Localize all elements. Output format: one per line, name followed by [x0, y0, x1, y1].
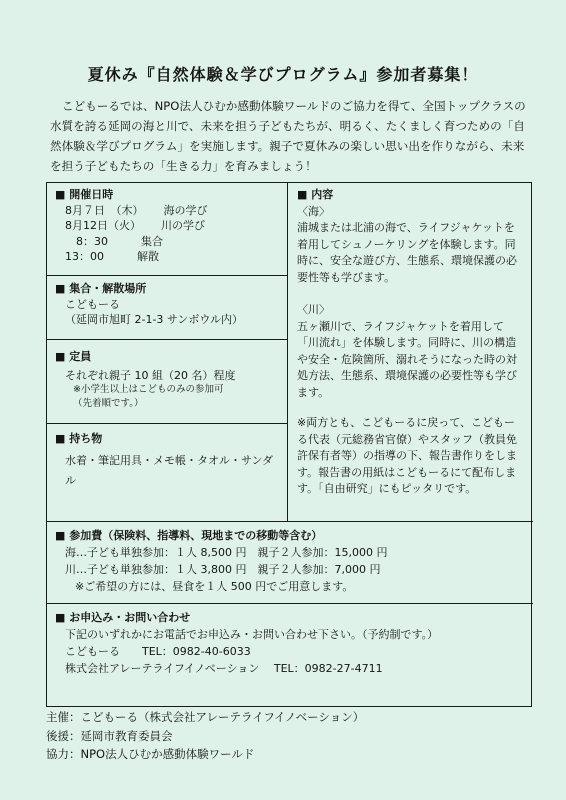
fee-lunch-note: ※ご希望の方には、昼食を１人 500 円でご用意します。 [75, 580, 354, 593]
divider [47, 603, 533, 604]
schedule-row: 13：00 解散 [65, 250, 159, 263]
meeting-heading: ■ 集合・解散場所 [55, 281, 283, 297]
contact-text: 下記のいずれかにお電話でお申込み・お問い合わせ下さい。（予約制です。） [65, 628, 439, 641]
intro-text: こどもーるでは、NPO法人ひむか感動体験ワールドのご協力を得て、全国トップクラスの水質を誇る延岡の海と川で、未来を担う子どもたちが、明るく、たくましく育つための「自然体験＆学びプログラム」を実施します。親子で夏休みの楽しい思い出を作りながら、未来を担う子どもたちの「生きる力」を育みましょう！ [50, 99, 526, 173]
divider [47, 423, 287, 424]
contact-heading: ■ お申込み・お問い合わせ [55, 609, 525, 626]
capacity-section [55, 349, 283, 411]
belongings-heading: ■ 持ち物 [55, 431, 279, 447]
column-divider [287, 183, 288, 521]
credit-support: 後援：延岡市教育委員会 [46, 728, 173, 743]
sea-text: 浦城または北浦の海で、ライフジャケットを着用してシュノーケリングを体験します。同時に、安全な遊び方、生態系、環境保護の必要性等も学びます。 [297, 221, 517, 284]
info-box [46, 182, 532, 707]
credit-cooperation: 協力：NPO法人ひむか感動体験ワールド [46, 747, 255, 761]
fee-river: 川…子ども単独参加：１人 3,800 円 親子２人参加：7,000 円 [65, 563, 381, 576]
fee-heading: ■ 参加費（保険料、指導料、現地までの移動等含む） [55, 527, 525, 544]
river-text: 五ヶ瀬川で、ライフジャケットを着用して「川流れ」を体験します。同時に、川の構造や安全・危険箇所、溺れそうになった時の対処方法、生態系、環境保護の必要性等も学びます。 [297, 319, 517, 399]
belongings-section [55, 431, 279, 491]
divider [47, 521, 533, 522]
contact-org: 株式会社アレーテライフイノベーション TEL：0982-27-4711 [65, 662, 383, 675]
river-label: 〈川〉 [297, 303, 330, 316]
schedule-row: 8月７日 （木） 海の学び [65, 203, 208, 217]
capacity-note: （先着順です。） [73, 398, 144, 409]
contact-org: こどもーる TEL：0982-40-6033 [65, 645, 251, 658]
schedule-section [55, 187, 283, 265]
meeting-address: （延岡市旭町 2-1-3 サンボウル内） [65, 313, 244, 326]
divider [47, 339, 287, 340]
meeting-section [55, 281, 283, 328]
fee-section [55, 527, 525, 595]
sea-label: 〈海〉 [297, 204, 330, 218]
credit-host: 主催：こどもーる（株式会社アレーテライフイノベーション） [46, 710, 365, 724]
schedule-heading: ■ 開催日時 [55, 187, 283, 203]
schedule-row: 8月12日（火） 川の学び [65, 219, 205, 232]
divider [47, 275, 287, 276]
meeting-place: こどもーる [65, 297, 120, 311]
content-section [297, 187, 525, 498]
capacity-text: それぞれ親子 10 組（20 名）程度 [65, 368, 236, 382]
content-heading: ■ 内容 [297, 187, 525, 204]
content-note: ※両方とも、こどもーるに戻って、こどもーる代表（元総務省官僚）やスタッフ（教員免許保有者等）の指導の下、報告書作りをします。報告書の用紙はこどもーるにて配布します。「自由研究」にもピッタリです。 [297, 416, 517, 495]
intro-paragraph [50, 96, 532, 176]
schedule-row: 8：30 集合 [65, 234, 163, 248]
capacity-note: ※小学生以上はこどものみの参加可 [73, 384, 224, 395]
capacity-heading: ■ 定員 [55, 349, 283, 365]
fee-sea: 海…子ども単独参加：１人 8,500 円 親子２人参加：15,000 円 [65, 546, 388, 559]
flyer-title: 夏休み『自然体験＆学びプログラム』参加者募集！ [87, 65, 479, 84]
contact-section [55, 609, 525, 677]
belongings-text: 水着・筆記用具・メモ帳・タオル・サンダル [65, 453, 274, 487]
credits [46, 708, 364, 764]
